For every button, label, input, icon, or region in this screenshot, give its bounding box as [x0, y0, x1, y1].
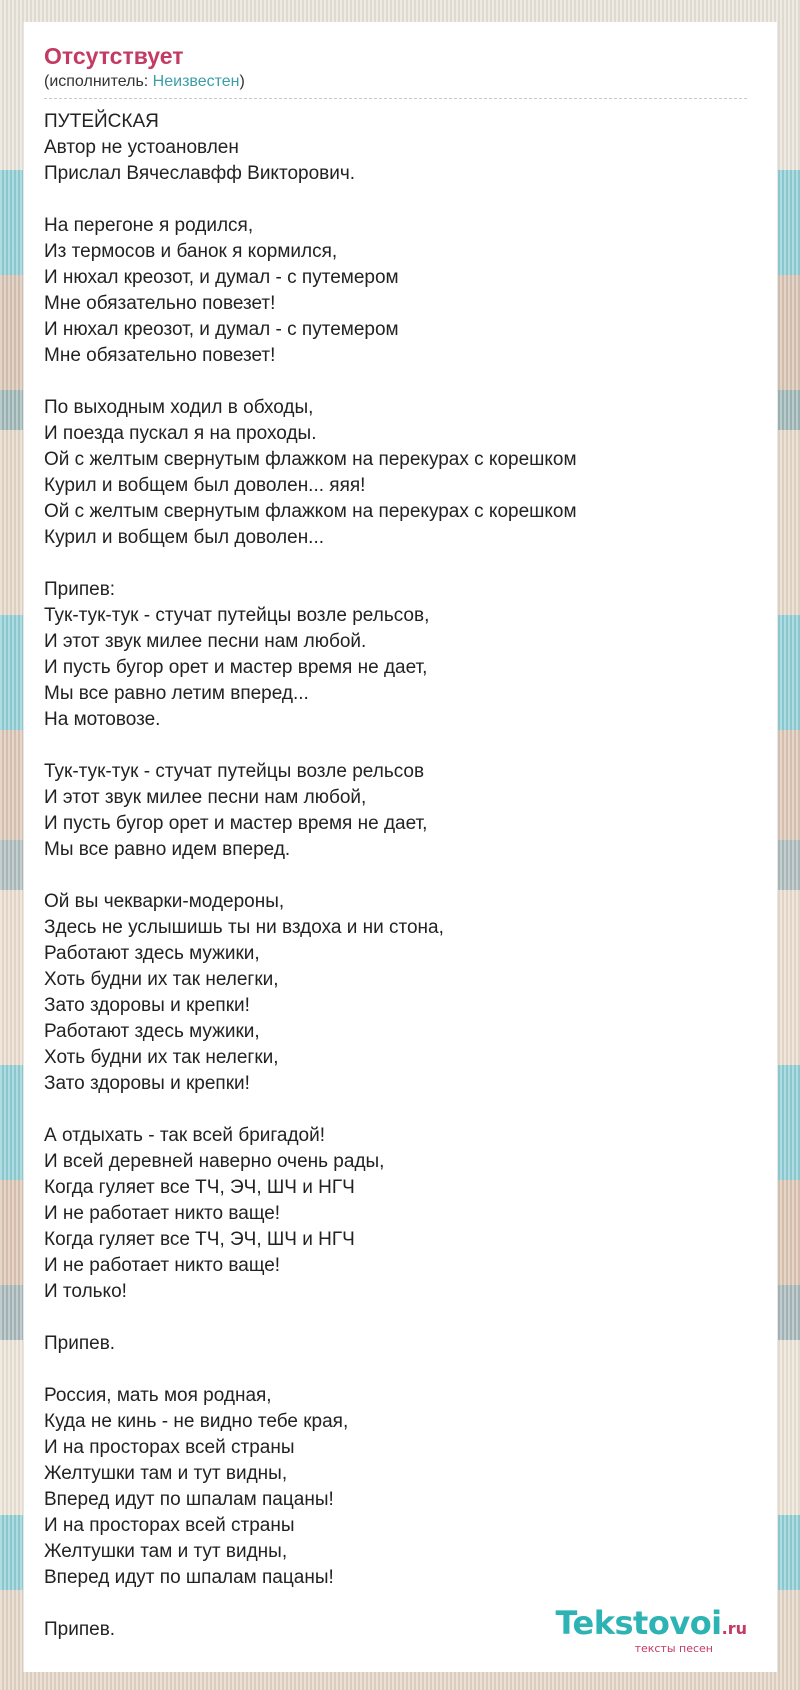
lyric-line: Желтушки там и тут видны, — [44, 1541, 288, 1562]
lyric-line: На перегоне я родился, — [44, 215, 254, 236]
lyric-line — [44, 187, 757, 213]
lyric-line: Вперед идут по шпалам пацаны! — [44, 1567, 334, 1588]
logo-tagline: тексты песен — [634, 1642, 713, 1655]
lyric-line: И этот звук милее песни нам любой, — [44, 787, 367, 808]
lyric-line: Припев. — [44, 1333, 116, 1354]
lyric-line: Мне обязательно повезет! — [44, 293, 276, 314]
lyric-line: Работают здесь мужики, — [44, 1021, 260, 1042]
lyric-line: И на просторах всей страны — [44, 1437, 295, 1458]
lyric-line: Вперед идут по шпалам пацаны! — [44, 1489, 334, 1510]
performer-line — [44, 72, 747, 99]
lyric-line: Зато здоровы и крепки! — [44, 995, 250, 1016]
lyric-line: И только! — [44, 1281, 127, 1302]
lyric-line: Работают здесь мужики, — [44, 943, 260, 964]
lyrics-card — [23, 22, 778, 1672]
lyric-line: Желтушки там и тут видны, — [44, 1463, 288, 1484]
lyric-line: Ой с желтым свернутым флажком на перекурах с корешком — [44, 449, 577, 470]
performer-prefix: (исполнитель: — [44, 73, 153, 90]
lyric-line: По выходным ходил в обходы, — [44, 397, 314, 418]
lyric-line: Мне обязательно повезет! — [44, 345, 276, 366]
lyric-line: Ой с желтым свернутым флажком на перекурах с корешком — [44, 501, 577, 522]
lyric-line: И не работает никто ваще! — [44, 1255, 281, 1276]
lyric-line: Из термосов и банок я кормился, — [44, 241, 338, 262]
lyric-line: И всей деревней наверно очень рады, — [44, 1151, 385, 1172]
lyric-line: И не работает никто ваще! — [44, 1203, 281, 1224]
lyric-line: И нюхал креозот, и думал - с путемером — [44, 267, 399, 288]
lyric-line: Зато здоровы и крепки! — [44, 1073, 250, 1094]
logo-brand — [555, 1604, 747, 1642]
lyric-line: На мотовозе. — [44, 709, 161, 730]
lyric-line: Когда гуляет все ТЧ, ЭЧ, ШЧ и НГЧ — [44, 1177, 355, 1198]
lyric-line — [44, 863, 757, 889]
lyric-line — [44, 1357, 757, 1383]
lyric-line — [44, 551, 757, 577]
lyric-line: И поезда пускал я на проходы. — [44, 423, 317, 444]
lyrics-text — [44, 109, 757, 1643]
lyric-line: И этот звук милее песни нам любой. — [44, 631, 367, 652]
lyric-line: Курил и вобщем был доволен... — [44, 527, 325, 548]
performer-link[interactable]: Неизвестен — [152, 73, 240, 90]
logo-tld: .ru — [721, 1619, 747, 1638]
lyric-line: И нюхал креозот, и думал - с путемером — [44, 319, 399, 340]
lyric-line: И на просторах всей страны — [44, 1515, 295, 1536]
song-title: Отсутствует — [44, 43, 184, 69]
lyric-line: Курил и вобщем был доволен... яяя! — [44, 475, 366, 496]
lyric-line — [44, 1097, 757, 1123]
lyric-line: Тук-тук-тук - стучат путейцы возле рельсов — [44, 761, 425, 782]
lyric-line: Когда гуляет все ТЧ, ЭЧ, ШЧ и НГЧ — [44, 1229, 355, 1250]
lyric-line: Хоть будни их так нелегки, — [44, 1047, 279, 1068]
lyric-line — [44, 1305, 757, 1331]
lyric-line: А отдыхать - так всей бригадой! — [44, 1125, 326, 1146]
lyric-line: Мы все равно летим вперед... — [44, 683, 309, 704]
lyric-line: Тук-тук-тук - стучат путейцы возле рельсов, — [44, 605, 430, 626]
performer-suffix: ) — [239, 73, 245, 90]
lyric-line: Хоть будни их так нелегки, — [44, 969, 279, 990]
lyric-line: Россия, мать моя родная, — [44, 1385, 272, 1406]
lyric-line: Ой вы чекварки-модероны, — [44, 891, 285, 912]
lyric-line: Прислал Вячеславфф Викторович. — [44, 163, 356, 184]
site-logo[interactable] — [537, 1604, 747, 1655]
lyric-line: Припев. — [44, 1619, 116, 1640]
lyric-line: ПУТЕЙСКАЯ — [44, 111, 159, 132]
lyric-line: И пусть бугор орет и мастер время не дает, — [44, 813, 428, 834]
lyric-line: Мы все равно идем вперед. — [44, 839, 291, 860]
lyric-line: Здесь не услышишь ты ни вздоха и ни стона, — [44, 917, 444, 938]
lyric-line: Припев: — [44, 579, 116, 600]
lyric-line — [44, 369, 757, 395]
lyric-line: Куда не кинь - не видно тебе края, — [44, 1411, 349, 1432]
lyric-line — [44, 733, 757, 759]
lyric-line: И пусть бугор орет и мастер время не дает, — [44, 657, 428, 678]
logo-brand-name: Tekstovoi — [555, 1604, 722, 1642]
lyric-line: Автор не устоановлен — [44, 137, 239, 158]
